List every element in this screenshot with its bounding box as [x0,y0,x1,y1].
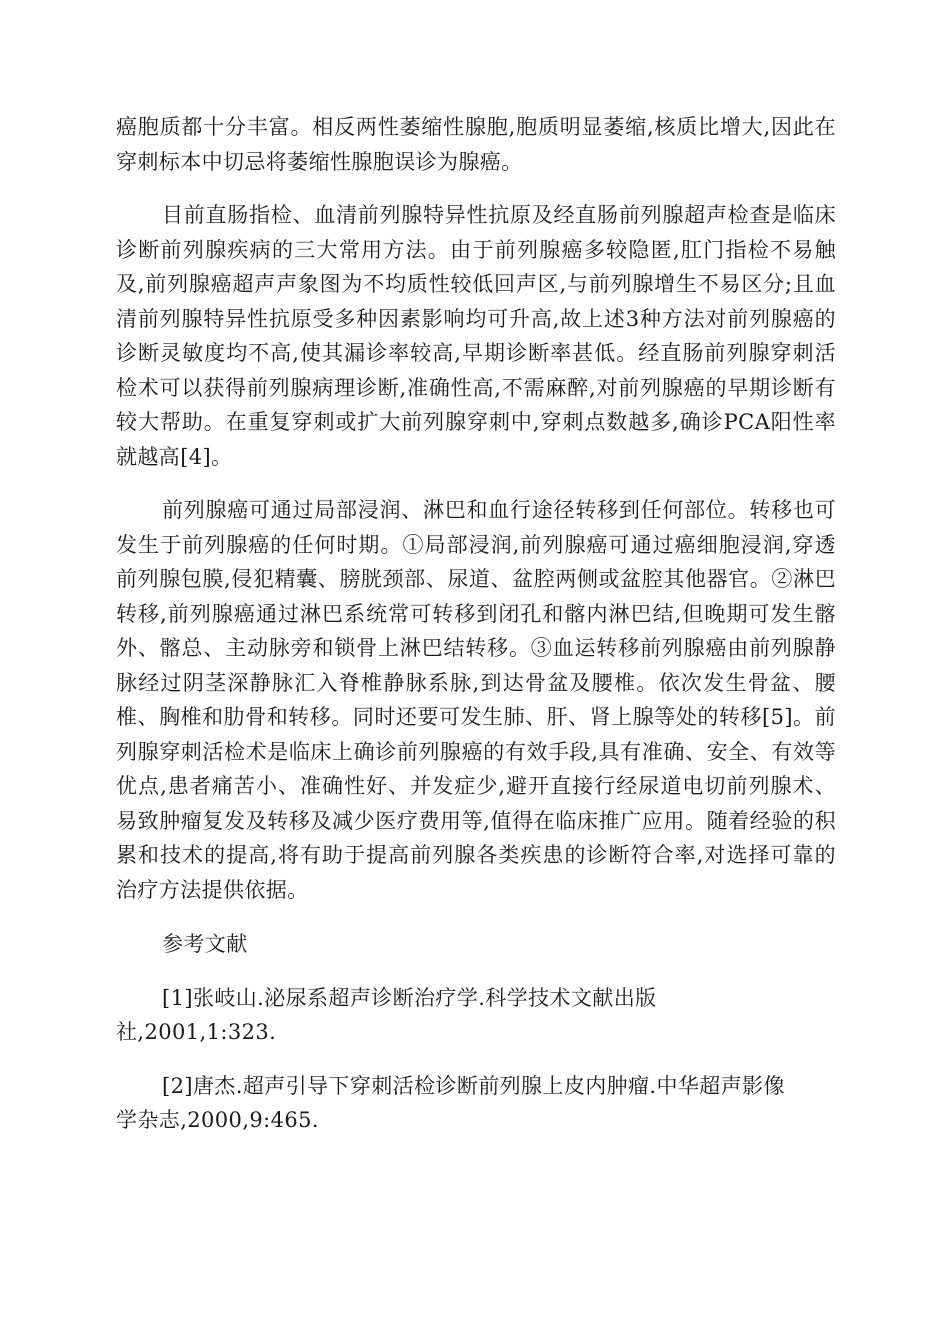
paragraph-diagnosis-methods: 目前直肠指检、血清前列腺特异性抗原及经直肠前列腺超声检查是临床诊断前列腺疾病的三大常用方法。由于前列腺癌多较隐匿,肛门指检不易触及,前列腺癌超声声象图为不均质性较低回声区,与前列腺增生不易区分;且血清前列腺特异性抗原受多种因素影响均可升高,故上述3种方法对前列腺癌的诊断灵敏度均不高,使其漏诊率较高,早期诊断率甚低。经直肠前列腺穿刺活检术可以获得前列腺病理诊断,准确性高,不需麻醉,对前列腺癌的早期诊断有较大帮助。在重复穿刺或扩大前列腺穿刺中,穿刺点数越多,确诊PCA阳性率就越高[4]。 [116,203,836,469]
reference-item [116,981,836,1050]
reference-text-line1: [1]张岐山.泌尿系超声诊断治疗学.科学技术文献出版 [162,985,657,1010]
reference-text-line2: 社,2001,1:323. [116,1020,277,1044]
paragraph-metastasis: 前列腺癌可通过局部浸润、淋巴和血行途径转移到任何部位。转移也可发生于前列腺癌的任何时期。①局部浸润,前列腺癌可通过癌细胞浸润,穿透前列腺包膜,侵犯精囊、膀胱颈部、尿道、盆腔两侧或盆腔其他器官。②淋巴转移,前列腺癌通过淋巴系统常可转移到闭孔和髂内淋巴结,但晚期可发生髂外、髂总、主动脉旁和锁骨上淋巴结转移。③血运转移前列腺癌由前列腺静脉经过阴茎深静脉汇入脊椎静脉系脉,到达骨盆及腰椎。依次发生骨盆、腰椎、胸椎和肋骨和转移。同时还要可发生肺、肝、肾上腺等处的转移[5]。前列腺穿刺活检术是临床上确诊前列腺癌的有效手段,具有准确、安全、有效等优点,患者痛苦小、准确性好、并发症少,避开直接行经尿道电切前列腺术、易致肿瘤复发及转移及减少医疗费用等,值得在临床推广应用。随着经验的积累和技术的提高,将有助于提高前列腺各类疾患的诊断符合率,对选择可靠的治疗方法提供依据。 [116,498,836,902]
reference-text-line1: [2]唐杰.超声引导下穿刺活检诊断前列腺上皮内肿瘤.中华超声影像 [162,1073,785,1098]
paragraph-continuation: 癌胞质都十分丰富。相反两性萎缩性腺胞,胞质明显萎缩,核质比增大,因此在穿刺标本中切忌将萎缩性腺胞误诊为腺癌。 [116,115,836,174]
reference-text-line2: 学杂志,2000,9:465. [116,1108,319,1132]
document-body [116,110,836,1157]
reference-item [116,1069,836,1138]
references-heading: 参考文献 [162,932,248,956]
